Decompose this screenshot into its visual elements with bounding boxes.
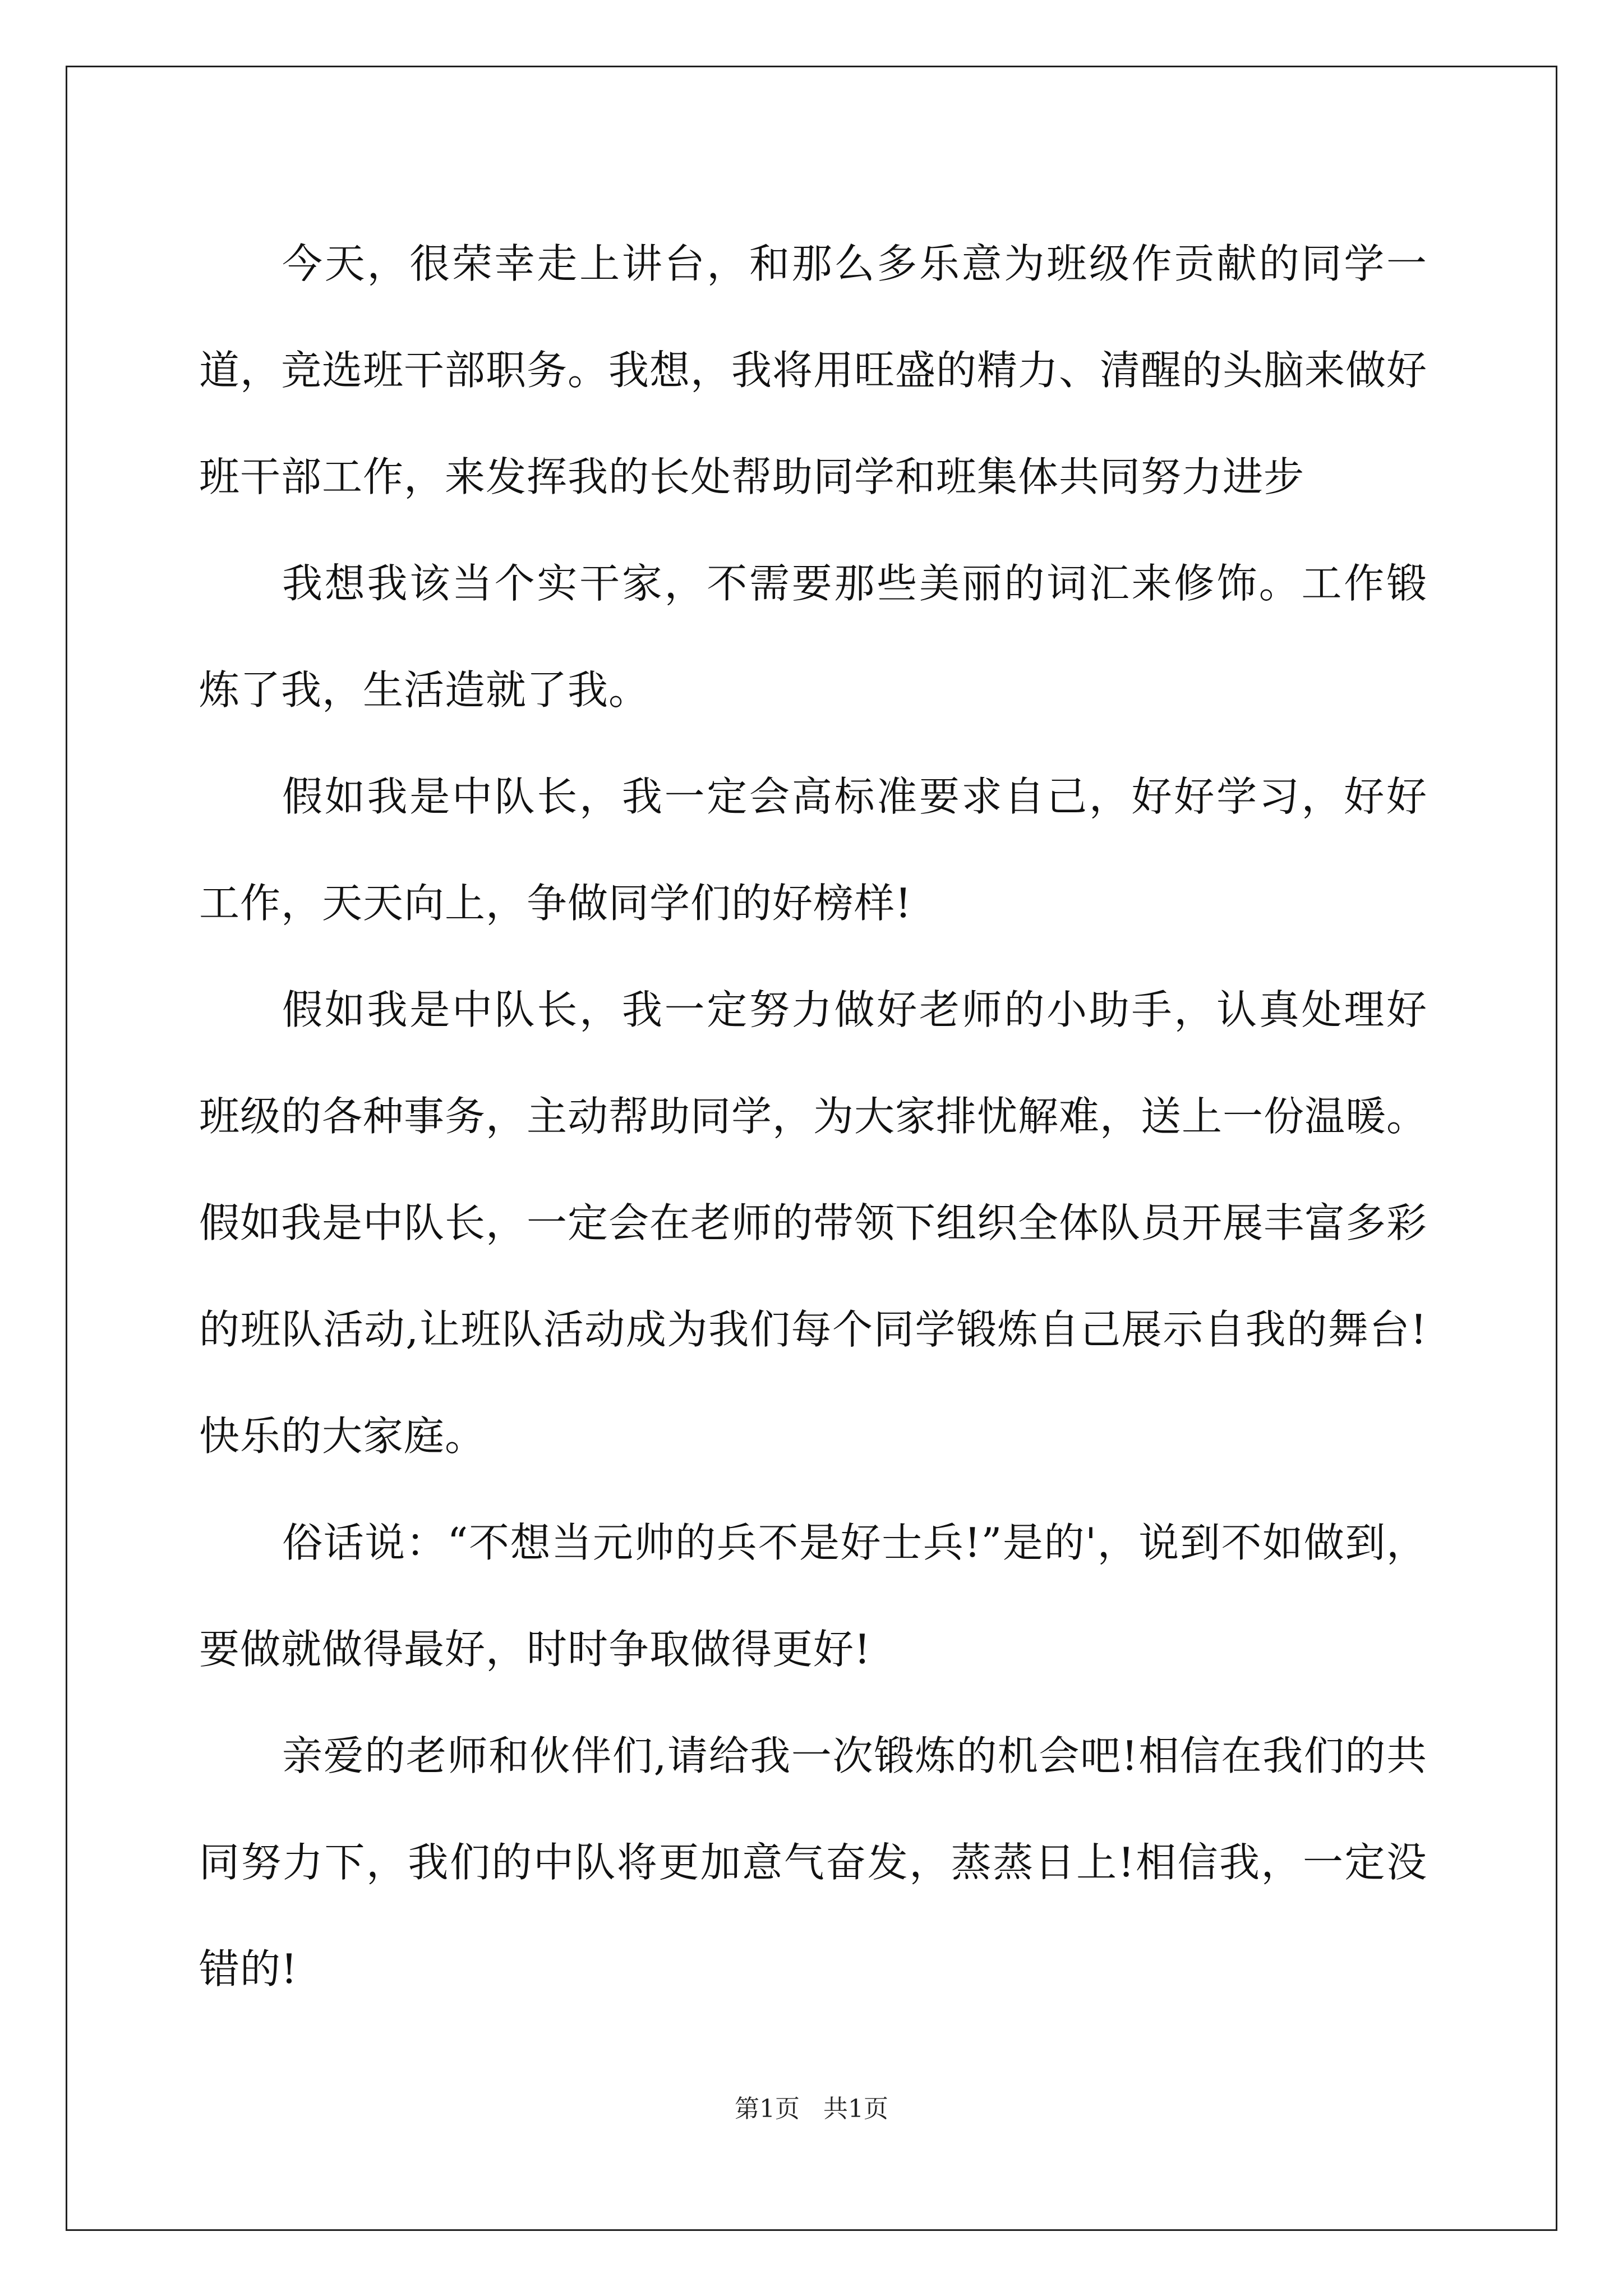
document-body — [199, 210, 1427, 2022]
paragraph-4: 假如我是中队长，我一定努力做好老师的小助手，认真处理好班级的各种事务，主动帮助同学，为大家排忧解难，送上一份温暖。 假如我是中队长，一定会在老师的带领下组织全体队员开展丰富多彩的班队活动,让班队活动成为我们每个同学锻炼自己展示自我的舞台!快乐的大家庭。 — [199, 986, 1428, 1460]
paragraph-6: 亲爱的老师和伙伴们,请给我一次锻炼的机会吧!相信在我们的共同努力下，我们的中队将更加意气奋发，蒸蒸日上!相信我，一定没错的! — [199, 1732, 1427, 1993]
page-footer: 第1页 共1页 — [735, 2095, 888, 2123]
paragraph-5: 俗话说：“不想当元帅的兵不是好士兵!”是的'，说到不如做到，要做就做得最好，时时争取做得更好! — [199, 1519, 1427, 1673]
paragraph-2: 我想我该当个实干家，不需要那些美丽的词汇来修饰。工作锻炼了我，生活造就了我。 — [199, 560, 1427, 714]
paragraph-3: 假如我是中队长，我一定会高标准要求自己，好好学习，好好工作，天天向上，争做同学们的好榜样! — [199, 773, 1427, 927]
paragraph-1: 今天，很荣幸走上讲台，和那么多乐意为班级作贡献的同学一道，竞选班干部职务。我想，我将用旺盛的精力、清醒的头脑来做好班干部工作，来发挥我的长处帮助同学和班集体共同努力进步 — [199, 240, 1428, 500]
